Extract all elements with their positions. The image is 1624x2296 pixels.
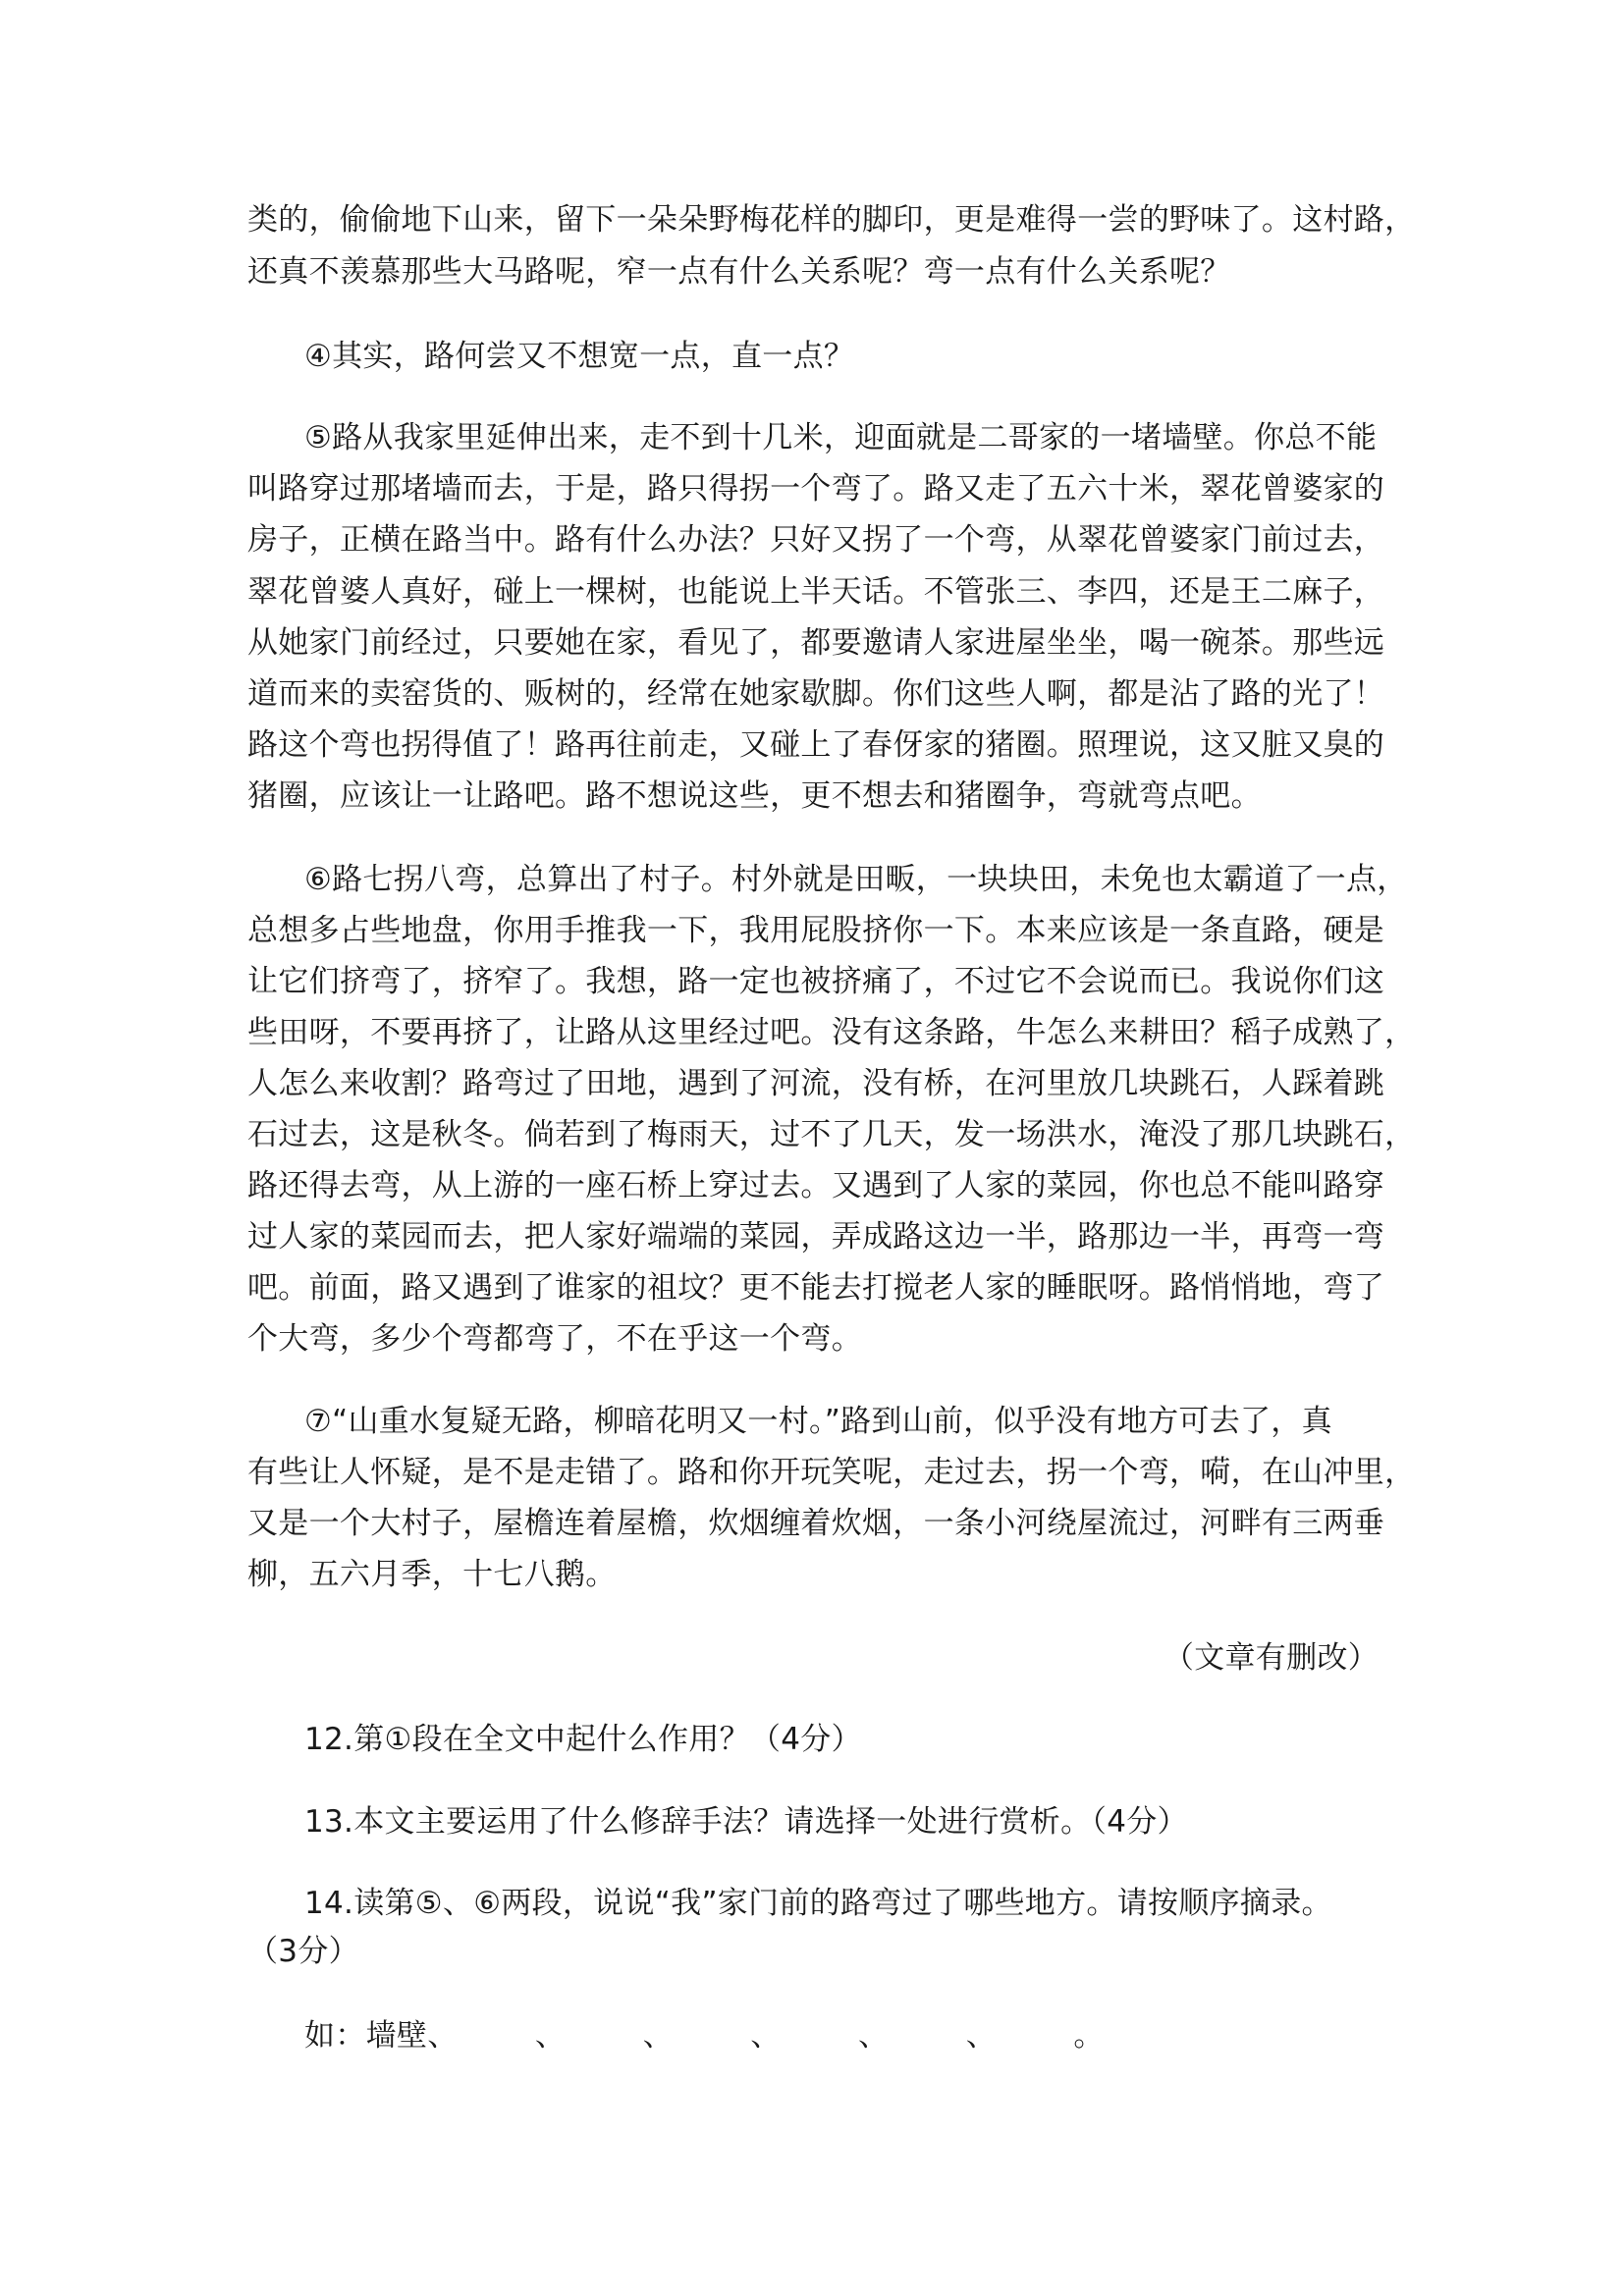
source-note: （文章有删改） [1163,1640,1379,1676]
paragraph-6-line-2: 总想多占些地盘，你用手推我一下，我用屁股挤你一下。本来应该是一条直路，硬是 [247,913,1385,948]
paragraph-5-line-5: 从她家门前经过，只要她在家，看见了，都要邀请人家进屋坐坐，喝一碗茶。那些远 [247,625,1385,661]
question-14-answer-blanks[interactable]: 如：墙壁、 、 、 、 、 、 。 [304,2018,1105,2054]
paragraph-5-line-8: 猪圈，应该让一让路吧。路不想说这些，更不想去和猪圈争，弯就弯点吧。 [247,778,1262,814]
paragraph-3-line-2: 还真不羡慕那些大马路呢，窄一点有什么关系呢？弯一点有什么关系呢？ [247,254,1231,290]
paragraph-6-line-6: 石过去，这是秋冬。倘若到了梅雨天，过不了几天，发一场洪水，淹没了那几块跳石， [247,1117,1416,1152]
paragraph-5-line-2: 叫路穿过那堵墙而去，于是，路只得拐一个弯了。路又走了五六十米，翠花曾婆家的 [247,471,1385,507]
paragraph-6-line-5: 人怎么来收割？路弯过了田地，遇到了河流，没有桥，在河里放几块跳石，人踩着跳 [247,1066,1385,1101]
question-14-line-1: 14.读第⑤、⑥两段，说说“我”家门前的路弯过了哪些地方。请按顺序摘录。 [304,1886,1332,1921]
paragraph-6-line-8: 过人家的菜园而去，把人家好端端的菜园，弄成路这边一半，路那边一半，再弯一弯 [247,1219,1385,1255]
paragraph-6-line-4: 些田呀，不要再挤了，让路从这里经过吧。没有这条路，牛怎么来耕田？稻子成熟了， [247,1015,1416,1050]
paragraph-6-line-9: 吧。前面，路又遇到了谁家的祖坟？更不能去打搅老人家的睡眠呀。路悄悄地，弯了 [247,1270,1385,1306]
question-13: 13.本文主要运用了什么修辞手法？请选择一处进行赏析。（4分） [304,1804,1188,1840]
question-12: 12.第①段在全文中起什么作用？（4分） [304,1722,862,1757]
paragraph-6-line-10: 个大弯，多少个弯都弯了，不在乎这一个弯。 [247,1321,862,1357]
paragraph-6-line-1: ⑥路七拐八弯，总算出了村子。村外就是田畈，一块块田，未免也太霸道了一点， [304,862,1408,897]
paragraph-5-line-3: 房子，正横在路当中。路有什么办法？只好又拐了一个弯，从翠花曾婆家门前过去， [247,522,1385,558]
paragraph-6-line-3: 让它们挤弯了，挤窄了。我想，路一定也被挤痛了，不过它不会说而已。我说你们这 [247,964,1385,999]
question-14-line-2: （3分） [247,1934,359,1969]
paragraph-4: ④其实，路何尝又不想宽一点，直一点？ [304,339,855,374]
paragraph-7-line-1: ⑦“山重水复疑无路，柳暗花明又一村。”路到山前，似乎没有地方可去了，真 [304,1404,1332,1439]
paragraph-5-line-1: ⑤路从我家里延伸出来，走不到十几米，迎面就是二哥家的一堵墙壁。你总不能 [304,420,1378,455]
paragraph-3-line-1: 类的，偷偷地下山来，留下一朵朵野梅花样的脚印，更是难得一尝的野味了。这村路， [247,202,1416,238]
paragraph-5-line-7: 路这个弯也拐得值了！路再往前走，又碰上了春伢家的猪圈。照理说，这又脏又臭的 [247,727,1385,763]
paragraph-7-line-2: 有些让人怀疑，是不是走错了。路和你开玩笑呢，走过去，拐一个弯，嗬，在山冲里， [247,1455,1416,1490]
paragraph-7-line-4: 柳，五六月季，十七八鹅。 [247,1557,617,1592]
paragraph-5-line-4: 翠花曾婆人真好，碰上一棵树，也能说上半天话。不管张三、李四，还是王二麻子， [247,574,1385,610]
paragraph-6-line-7: 路还得去弯，从上游的一座石桥上穿过去。又遇到了人家的菜园，你也总不能叫路穿 [247,1168,1385,1203]
paragraph-7-line-3: 又是一个大村子，屋檐连着屋檐，炊烟缠着炊烟，一条小河绕屋流过，河畔有三两垂 [247,1506,1385,1541]
paragraph-5-line-6: 道而来的卖窑货的、贩树的，经常在她家歇脚。你们这些人啊，都是沾了路的光了！ [247,676,1385,712]
